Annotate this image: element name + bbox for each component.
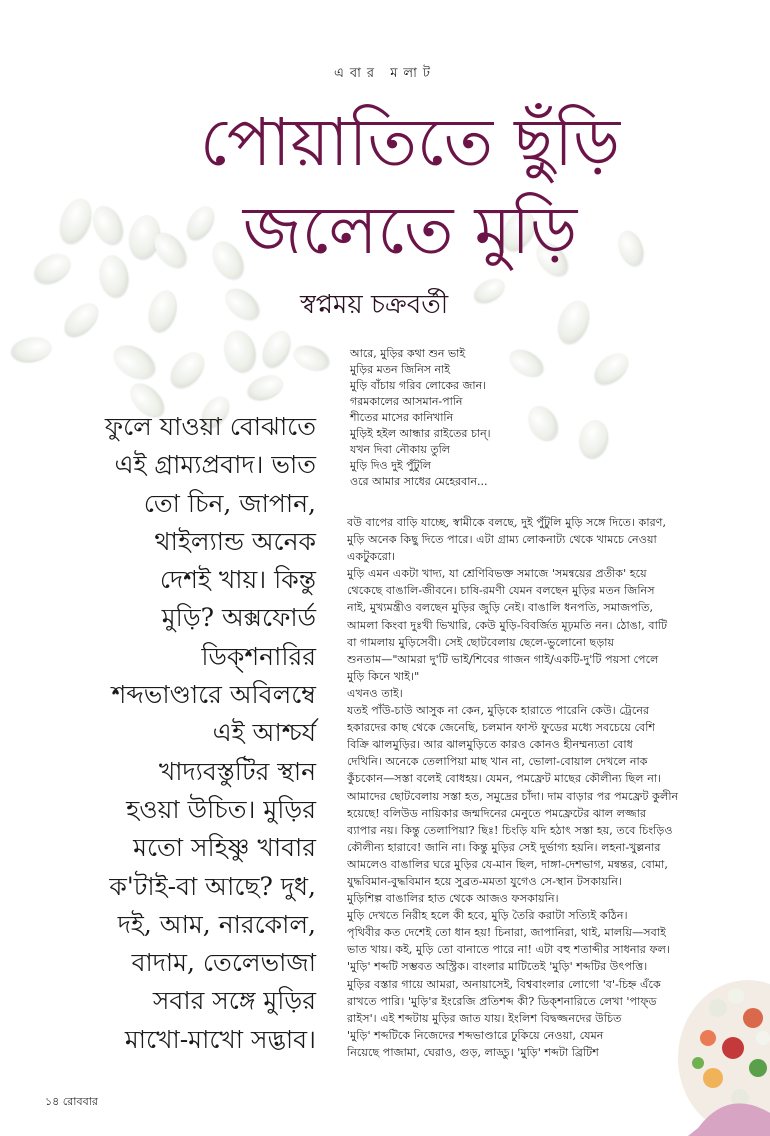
page-folio: ১৪ রোববার bbox=[45, 1095, 98, 1108]
pull-quote-line: শব্দভাণ্ডারে অবিলম্বে bbox=[111, 680, 316, 710]
article-body bbox=[347, 514, 703, 1061]
body-line: মুড়িশিল্প বাঙালির হাত থেকে আজও ফসকায়নি। bbox=[347, 892, 559, 906]
body-line: মুড়ি দেখতে নিরীহ হলে কী হবে, মুড়ি তৈরি করাটা সত্যিই কঠিন। bbox=[347, 909, 628, 923]
body-line: আমাদের ছোটবেলায় সস্তা হত, সমুদ্রের চাঁদা। দাম বাড়ার পর পমফ্রেট কুলীন bbox=[347, 789, 679, 803]
pull-quote-line: এই আশ্চর্য bbox=[212, 718, 316, 748]
body-line: কুঁচকোন—সস্তা বলেই বোধহয়। যেমন, পমফ্রেট মাছের কৌলীন্য ছিল না। bbox=[347, 772, 662, 786]
poem-line: মুড়ি দিও দুই পুঁটুলি bbox=[350, 459, 431, 472]
body-line: থেকেছে বাঙালি-জীবনে। চাষি-রমণী যেমন বলছেন মুড়ির মতন জিনিস bbox=[347, 584, 655, 598]
rice-grain-illustration bbox=[471, 274, 509, 307]
section-kicker: এবার মলাট bbox=[334, 66, 436, 81]
pull-quote-line: হওয়া উচিত। মুড়ির bbox=[126, 794, 316, 824]
body-line: এখনও তাই। bbox=[347, 686, 403, 700]
body-line: আমলেও বাঙালির ঘরে মুড়ির যে-মান ছিল, দাঙ্গা-দেশভাগ, মন্বন্তর, বোমা, bbox=[347, 857, 668, 871]
pull-quote-line: ডিক্শনারির bbox=[201, 641, 316, 671]
body-line: আমলা কিংবা দুঃখী ভিখারি, কেউ মুড়ি-বিবর্জিত মূঢ়মতি নন। ঠোঙা, বাটি bbox=[347, 618, 668, 632]
body-line: মুড়ি কিনে খাই।" bbox=[347, 669, 420, 683]
body-line: হকারদের কাছ থেকে জেনেছি, চলমান ফাস্ট ফুডের মধ্যে সবচেয়ে বেশি bbox=[347, 721, 656, 735]
pull-quote-line: মতো সহিষ্ণু খাবার bbox=[133, 833, 316, 863]
pull-quote-line: তো চিন, জাপান, bbox=[143, 488, 316, 518]
body-line: মুড়ি অনেক কিছু দিতে পারে। এটা গ্রাম্য লোকনাট্য থেকে খামচে নেওয়া bbox=[347, 533, 657, 547]
poem-line: মুড়িই হইল আন্ধার রাইতের চান্। bbox=[350, 427, 491, 440]
pull-quote-line: ক'টাই-বা আছে? দুধ, bbox=[109, 871, 316, 901]
pull-quote-line: মুড়ি? অক্সফোর্ড bbox=[161, 603, 316, 633]
rice-grain-illustration bbox=[553, 297, 594, 348]
rice-grain-illustration bbox=[88, 201, 128, 248]
pull-quote bbox=[44, 408, 316, 1059]
body-line: যতই পাঁউ-চাউ আসুক না কেন, মুড়িকে হারাতে পারেনি কেউ। ট্রেনের bbox=[347, 704, 650, 718]
poem-line: গরমকালের আসমান-পানি bbox=[350, 395, 463, 408]
poem-line: মুড়ির মতন জিনিস নাই bbox=[350, 363, 451, 376]
rice-grain-illustration bbox=[165, 346, 211, 393]
rice-grain-illustration bbox=[220, 327, 260, 375]
headline-line-2: জলেতে মুড়ি bbox=[242, 192, 578, 269]
body-line: 'মুড়ি' শব্দটিকে নিজেদের শব্দভাণ্ডারে ঢুকিয়ে নেওয়া, যেমন bbox=[347, 1028, 604, 1042]
pull-quote-line: দই, আম, নারকোল, bbox=[117, 909, 316, 939]
pull-quote-line: মাখো-মাখো সদ্ভাব। bbox=[124, 1024, 316, 1054]
poem-block bbox=[350, 346, 650, 490]
pull-quote-line: ফুলে যাওয়া বোঝাতে bbox=[104, 412, 316, 441]
body-line: হয়েছে! বলিউড নায়িকার জন্মদিনের মেনুতে পমফ্রেটের ঝাল লজ্জার bbox=[347, 806, 647, 820]
rice-grain-illustration bbox=[258, 327, 296, 372]
body-line: ব্যাপার নয়। কিন্তু তেলাপিয়া? ছিঃ! চিংড়ি যদি হঠাৎ সস্তা হয়, তবে চিংড়িও bbox=[347, 823, 673, 837]
rice-grain-illustration bbox=[145, 287, 181, 334]
pull-quote-line: বাদাম, তেলেভাজা bbox=[131, 948, 316, 978]
rice-grain-illustration bbox=[220, 283, 265, 326]
body-line: ভাত খায়। কই, মুড়ি তো বানাতে পারে না! এটা বহু শতাব্দীর সাধনার ফল। bbox=[347, 943, 670, 957]
body-line: পৃথিবীর কত দেশেই তো ধান হয়! চিনারা, জাপানিরা, থাই, মালয়ি—সবাই bbox=[347, 926, 666, 940]
body-line: 'মুড়ি' শব্দটি সম্ভবত অস্ট্রিক। বাংলার মাটিতেই 'মুড়ি' শব্দটির উৎপত্তি। bbox=[347, 960, 648, 974]
body-line: দেখিনি। অনেকে তেলাপিয়া মাছ খান না, ভোলা-বোয়াল দেখলে নাক bbox=[347, 755, 648, 769]
rice-grain-illustration bbox=[59, 297, 104, 342]
rice-grain-illustration bbox=[97, 253, 132, 299]
rice-grain-illustration bbox=[10, 335, 54, 366]
body-line: যুদ্ধবিমান-বুদ্ধবিমান হয়ে সুব্রত-মমতা যুগেও সে-স্থান টসকায়নি। bbox=[347, 874, 622, 888]
rice-grain-illustration bbox=[290, 342, 331, 375]
body-line: কৌলীন্য হারাবে! জানি না। কিন্তু মুড়ির সেই দুর্ভাগ্য হয়নি। লহনা-খুল্লনার bbox=[347, 840, 661, 854]
poem-line: মুড়ি বাঁচায় গরিব লোকের জান। bbox=[350, 379, 487, 392]
pull-quote-line: এই গ্রাম্যপ্রবাদ। ভাত bbox=[114, 450, 316, 480]
pull-quote-line: খাদ্যবস্তুটির স্থান bbox=[158, 756, 316, 786]
pull-quote-line: দেশই খায়। কিন্তু bbox=[159, 565, 316, 595]
rice-grain-illustration bbox=[245, 372, 286, 405]
body-line: মুড়ির বস্তার গায়ে আমরা, অনায়াসেই, বিশ্ববাংলার লোগো 'ব'-চিহ্ন এঁকে bbox=[347, 977, 661, 991]
pull-quote-line: সবার সঙ্গে মুড়ির bbox=[152, 986, 316, 1016]
body-line: নিয়েছে পাজামা, ঘেরাও, গুড়, লাড্ডু। 'মুড়ি' শব্দটা ব্রিটিশ bbox=[347, 1045, 599, 1059]
headline-line-1: পোয়াতিতে ছুঁড়ি bbox=[199, 104, 621, 181]
body-line: বউ বাপের বাড়ি যাচ্ছে, স্বামীকে বলছে, দুই পুঁটুলি মুড়ি সঙ্গে দিতে। কারণ, bbox=[347, 516, 667, 529]
muri-bowl-illustration bbox=[678, 938, 770, 1136]
body-line: একটুকরো। bbox=[347, 550, 396, 564]
body-line: বিক্রি ঝালমুড়ির। আর ঝালমুড়িতে কারও কোনও হীনম্মন্যতা বোধ bbox=[347, 738, 633, 752]
poem-line: শীতের মাসের কানিখানি bbox=[350, 411, 454, 424]
poem-line: যখন দিবা নৌকায় তুলি bbox=[350, 443, 450, 456]
body-line: নাই, মুখ্যমন্ত্রীও বলছেন মুড়ির জুড়ি নেই। বাঙালি ধনপতি, সমাজপতি, bbox=[347, 601, 654, 615]
author-byline: স্বপ্নময় চক্রবর্তী bbox=[300, 290, 449, 320]
rice-grain-illustration bbox=[55, 195, 97, 248]
body-line: রাখতে পারি। 'মুড়ি'র ইংরেজি প্রতিশব্দ কী? ডিক্শনারিতে লেখা 'পাফ্ড bbox=[347, 994, 657, 1008]
body-line: রাইস'। এই শব্দটায় মুড়ির জাত যায়। ইংলিশ বিদ্বজ্জনদের উচিত bbox=[347, 1011, 622, 1025]
body-line: শুনতাম—"আমরা দু'টি ভাই/শিবের গাজন গাই/একটি-দু'টি পয়সা পেলে bbox=[347, 652, 659, 666]
rice-grain-illustration bbox=[30, 248, 76, 290]
poem-line: আরে, মুড়ির কথা শুন ভাই bbox=[350, 347, 466, 360]
body-line: মুড়ি এমন একটা খাদ্য, যা শ্রেণিবিভক্ত সমাজে 'সমন্বয়ের প্রতীক' হয়ে bbox=[347, 567, 647, 581]
poem-line: ওরে আমার সাধের মেহেরবান... bbox=[350, 475, 488, 488]
body-line: বা গামলায় মুড়িসেবী। সেই ছোটবেলায় ছেলে-ভুলোনো ছড়ায় bbox=[347, 635, 615, 649]
pull-quote-line: থাইল্যান্ড অনেক bbox=[154, 526, 316, 556]
rice-grain-illustration bbox=[108, 339, 160, 385]
